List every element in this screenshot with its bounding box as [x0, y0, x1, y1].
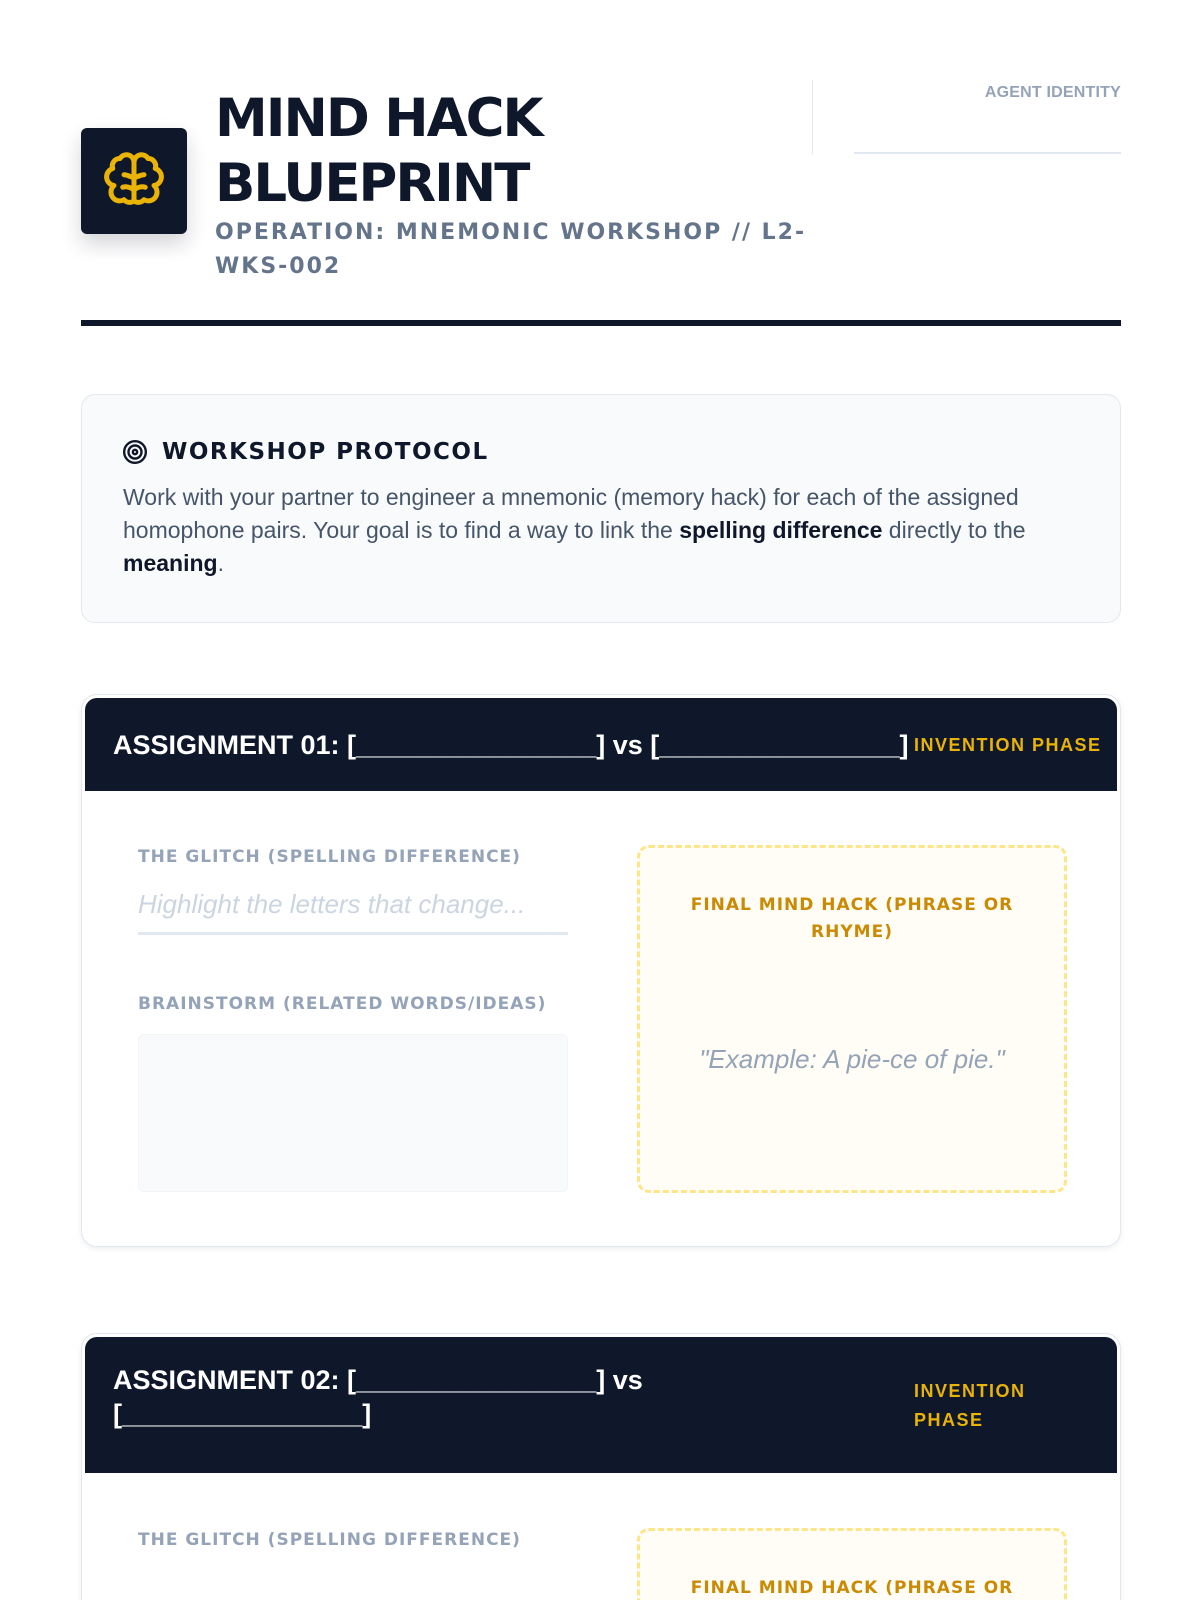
assignment-header-1 — [85, 698, 1117, 791]
assignment-phase-1: INVENTION PHASE — [914, 735, 1102, 755]
protocol-text — [123, 481, 1083, 580]
glitch-label-2: THE GLITCH (SPELLING DIFFERENCE) — [138, 1530, 521, 1550]
assignment-header-2 — [85, 1337, 1117, 1473]
assignment-phase-2: INVENTION PHASE — [914, 1381, 1026, 1430]
brainstorm-label: BRAINSTORM (RELATED WORDS/IDEAS) — [138, 994, 547, 1014]
protocol-text-1: Work with your partner to engineer a mnemonic (memory hack) for each of the assigned homophone pairs. Your goal is to find a way to link the — [123, 484, 1019, 543]
workshop-protocol — [81, 394, 1121, 623]
assignment-title-2: ASSIGNMENT 02: [________________] vs [________________] — [113, 1365, 643, 1429]
protocol-text-2: directly to the — [882, 517, 1026, 543]
glitch-input[interactable]: Highlight the letters that change... — [138, 879, 568, 935]
target-icon — [122, 439, 148, 465]
glitch-label: THE GLITCH (SPELLING DIFFERENCE) — [138, 847, 521, 867]
protocol-bold-1: spelling difference — [679, 517, 883, 543]
title-line-1: MIND HACK — [215, 88, 542, 149]
assignment-card-1 — [81, 694, 1121, 1247]
final-hack-example: "Example: A pie-ce of pie." — [699, 1044, 1005, 1074]
final-hack-label: FINAL MIND HACK (PHRASE OR RHYME) — [690, 895, 1014, 942]
header-divider — [812, 80, 813, 154]
brainstorm-area[interactable] — [138, 1034, 568, 1192]
agent-identity-label: AGENT IDENTITY — [984, 84, 1121, 101]
assignment-card-2 — [81, 1333, 1121, 1600]
assignment-title-1: ASSIGNMENT 01: [________________] vs [________________] — [113, 730, 909, 760]
protocol-heading — [122, 439, 489, 465]
final-hack-label-2: FINAL MIND HACK (PHRASE OR — [690, 1578, 1014, 1598]
protocol-bold-2: meaning — [123, 550, 218, 576]
page-title — [215, 86, 815, 216]
brain-icon — [104, 151, 164, 211]
logo — [81, 128, 187, 234]
agent-identity-field[interactable] — [854, 152, 1121, 154]
protocol-title: WORKSHOP PROTOCOL — [162, 439, 489, 465]
header-rule — [81, 320, 1121, 326]
protocol-text-3: . — [217, 550, 224, 576]
title-line-2: BLUEPRINT — [215, 153, 529, 214]
final-hack-box[interactable] — [637, 845, 1067, 1193]
final-hack-box-2[interactable] — [637, 1528, 1067, 1600]
header — [81, 80, 1121, 328]
page-subtitle: OPERATION: MNEMONIC WORKSHOP // L2-WKS-002 — [215, 220, 807, 279]
